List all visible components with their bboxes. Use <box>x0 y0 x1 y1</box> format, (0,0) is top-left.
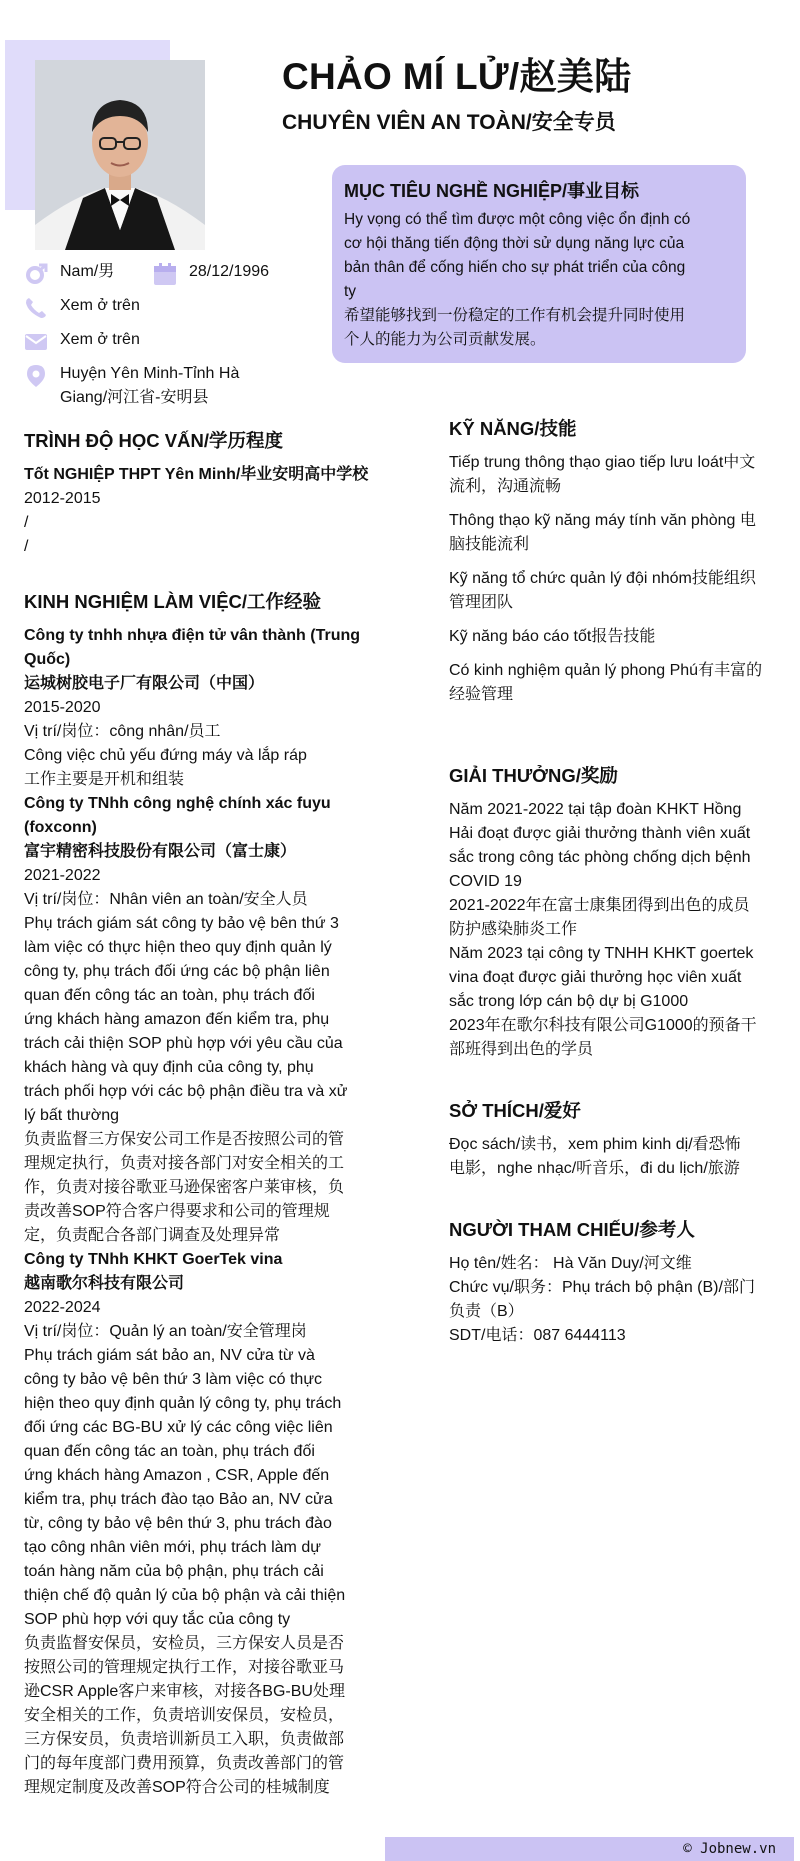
phone-icon <box>24 296 48 320</box>
footer-credit: © Jobnew.vn <box>385 1837 794 1861</box>
email-icon <box>24 330 48 354</box>
job-details: 2015-2020 Vị trí/岗位：công nhân/员工 Công việc chủ yếu đứng máy và lắp ráp 工作主要是开机和组装 <box>24 699 307 788</box>
profile-photo <box>35 60 205 250</box>
candidate-name: CHẢO MÍ LỬ/赵美陆 <box>282 56 632 97</box>
job-details: 2022-2024 Vị trí/岗位：Quản lý an toàn/安全管理岗 Phụ trách giám sát bảo an, NV cửa từ và công ty bảo vệ bên thứ 3 làm việc có thực hiện theo quy định quản lý công ty, phụ trách đối ứng các BG-BU xử lý các công việc liên quan đến công tác an toàn, phụ trách đối ứng khách hàng Amazon , CSR, Apple đến kiểm tra, phụ trách đào tạo Bảo an, NV cửa từ, công ty bảo vệ bên thứ 3, phu trách đào tạo công nhân viên mới, phụ trách làm dự toán hàng năm của bộ phận, phụ trách cải thiện chế độ quản lý của bộ phận và cải thiện SOP phù hợp với quy tắc của công ty 负责监督安保员，安检员，三方保安人员是否 按照公司的管理规定执行工作，对接谷歌亚马 逊CSR Apple客户来审核，对接各BG-BU处理 安全相关的工作，负责培训安保员，安检员， 三方保安员，负责培训新员工入职，负责做部 门的每年度部门费用预算，负责改善部门的管 理规定制度及改善SOP符合公司的桂城制度 <box>24 1299 346 1796</box>
address-value: Huyện Yên Minh-Tỉnh Hà Giang/河江省-安明县 <box>60 365 240 406</box>
skill-item: Có kinh nghiệm quản lý phong Phú有丰富的 经验管理 <box>449 662 763 703</box>
calendar-icon <box>153 262 177 286</box>
education-section <box>24 429 389 559</box>
phone-value: Xem ở trên <box>60 297 140 314</box>
skills-section <box>449 417 779 707</box>
hobbies-heading: SỞ THÍCH/爱好 <box>449 1100 581 1121</box>
skill-item: Kỹ năng tổ chức quản lý đội nhóm技能组织 管理团队 <box>449 570 756 611</box>
dob-row <box>153 260 303 284</box>
objective-heading: MỤC TIÊU NGHỀ NGHIỆP/事业目标 <box>344 181 640 201</box>
skill-item: Tiếp trung thông thạo giao tiếp lưu loát中文 流利，沟通流畅 <box>449 454 756 495</box>
awards-heading: GIẢI THƯỞNG/奖励 <box>449 765 618 786</box>
company-name: Công ty TNhh KHKT GoerTek vina 越南歌尔科技有限公司 <box>24 1251 283 1292</box>
experience-heading: KINH NGHIỆM LÀM VIỆC/工作经验 <box>24 591 322 612</box>
skill-item: Kỹ năng báo cáo tốt报告技能 <box>449 628 656 645</box>
references-section <box>449 1218 779 1348</box>
job-details: 2021-2022 Vị trí/岗位：Nhân viên an toàn/安全人员 Phụ trách giám sát công ty bảo vệ bên thứ 3 làm việc có thực hiện theo quy định quản lý công ty, phụ trách đối ứng các bộ phận liên quan đến công tác an toàn, phụ trách đối ứng khách hàng amazon đến kiểm tra, phụ trách cải thiện SOP phù hợp với yêu cầu của khách hàng và quy định của công ty, phụ trách phối hợp với các bộ phận điều tra và xử lý bất thường 负责监督三方保安公司工作是否按照公司的管 理规定执行，负责对接各部门对安全相关的工 作，负责对接谷歌亚马逊保密客户莱审核，负 责改善SOP符合客户得要求和公司的管理规 定，负责配合各部门调查及处理异常 <box>24 867 348 1244</box>
education-heading: TRÌNH ĐỘ HỌC VẤN/学历程度 <box>24 430 284 451</box>
skills-list <box>449 451 779 707</box>
experience-section <box>24 590 389 1800</box>
phone-row <box>24 294 184 318</box>
objective-text: Hy vọng có thể tìm được một công việc ổn định có cơ hội thăng tiến động thời sử dụng năng lực của bản thân để cống hiến cho sự phát triển của công ty 希望能够找到一份稳定的工作有机会提升同时使用 个人的能力为公司贡献发展。 <box>344 211 691 348</box>
career-objective-box <box>332 165 746 363</box>
hobbies-section <box>449 1099 779 1181</box>
email-row <box>24 328 184 352</box>
skill-item: Thông thạo kỹ năng máy tính văn phòng 电 脑技能流利 <box>449 512 756 553</box>
email-value: Xem ở trên <box>60 331 140 348</box>
gender-icon <box>24 262 48 286</box>
gender-row <box>24 260 164 284</box>
awards-text: Năm 2021-2022 tại tập đoàn KHKT Hồng Hải đoạt được giải thưởng thành viên xuất sắc trong công tác phòng chống dịch bệnh COVID 19 2021-2022年在富士康集团得到出色的成员 防护感染肺炎工作 Năm 2023 tại công ty TNHH KHKT goertek vina đoạt được giải thưởng học viên xuất sắc trong lớp cán bộ dự bị G1000 2023年在歌尔科技有限公司G1000的预备干 部班得到出色的学员 <box>449 801 757 1058</box>
company-name: Công ty tnhh nhựa điện tử vân thành (Trung Quốc) 运城树胶电子厂有限公司（中国） <box>24 627 361 692</box>
location-pin-icon <box>24 364 48 388</box>
references-heading: NGƯỜI THAM CHIẾU/参考人 <box>449 1219 695 1240</box>
gender-value: Nam/男 <box>60 263 115 280</box>
company-name: Công ty TNhh công nghệ chính xác fuyu (foxconn) 富宇精密科技股份有限公司（富士康） <box>24 795 331 860</box>
references-text: Họ tên/姓名： Hà Văn Duy/河文维 Chức vụ/职务：Phụ trách bộ phận (B)/部门 负责（B） SDT/电话：087 6444113 <box>449 1255 755 1344</box>
awards-section <box>449 764 779 1062</box>
address-row <box>24 362 284 410</box>
experience-text <box>24 624 389 1800</box>
job-title: CHUYÊN VIÊN AN TOÀN/安全专员 <box>282 111 616 134</box>
skills-heading: KỸ NĂNG/技能 <box>449 418 577 439</box>
hobbies-text: Đọc sách/读书，xem phim kinh dị/看恐怖 电影，nghe nhạc/听音乐，đi du lịch/旅游 <box>449 1136 741 1177</box>
education-text: Tốt NGHIỆP THPT Yên Minh/毕业安明高中学校 2012-2015 / / <box>24 466 369 555</box>
dob-value: 28/12/1996 <box>189 263 270 280</box>
